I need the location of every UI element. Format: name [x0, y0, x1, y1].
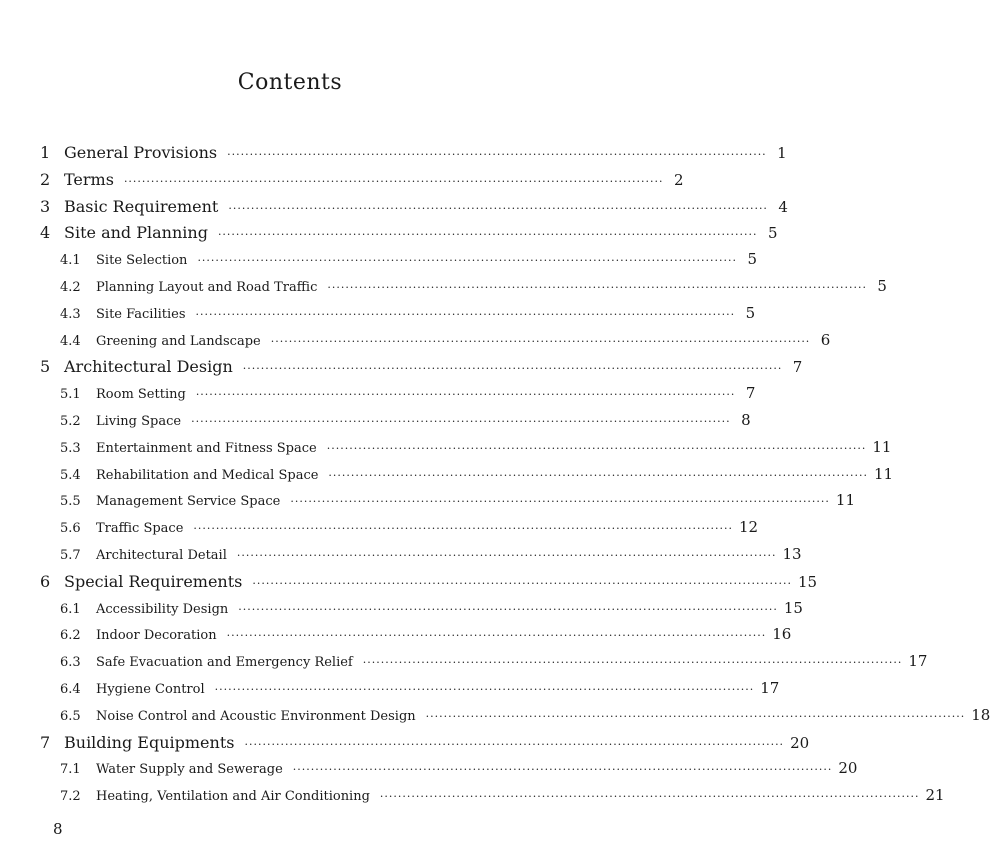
toc-entry-page: 5: [877, 276, 887, 295]
toc-section-entry[interactable]: [40, 491, 856, 518]
toc-entry-label: Hygiene Control: [96, 681, 205, 697]
toc-entry-label: Entertainment and Fitness Space: [96, 440, 317, 456]
toc-entry-number: 6.2: [60, 628, 81, 644]
toc-entry-page: 15: [783, 598, 803, 617]
toc-entry-number: 6.4: [60, 681, 81, 697]
toc-entry-number: 6.3: [60, 655, 81, 671]
toc-dot-leader: ························································································································: [328, 468, 869, 482]
toc-entry-number: 6.5: [60, 708, 81, 724]
toc-chapter-entry[interactable]: [40, 169, 684, 197]
toc-entry-page: 5: [747, 250, 758, 269]
toc-entry-page: 6: [820, 330, 831, 349]
toc-entry-label: Noise Control and Acoustic Environment Design: [96, 708, 416, 724]
toc-entry-number: 5.4: [60, 467, 81, 483]
toc-dot-leader: ························································································································: [214, 682, 755, 696]
toc-entry-number: 4.3: [60, 306, 81, 322]
toc-dot-leader: ························································································································: [362, 656, 903, 670]
toc-dot-leader: ························································································································: [227, 148, 767, 161]
toc-section-entry[interactable]: [40, 652, 928, 679]
toc-entry-page: 2: [673, 170, 684, 189]
toc-entry-label: Indoor Decoration: [96, 628, 217, 644]
toc-section-entry[interactable]: [40, 330, 831, 358]
toc-section-entry[interactable]: [40, 598, 803, 626]
toc-chapter-entry[interactable]: [40, 223, 778, 250]
toc-chapter-entry[interactable]: [40, 143, 787, 170]
toc-entry-page: 16: [772, 625, 792, 644]
toc-entry-number: 5.5: [60, 494, 81, 510]
toc-entry-page: 15: [797, 572, 818, 591]
toc-entry-number: 6: [40, 571, 51, 591]
toc-section-entry[interactable]: [40, 786, 945, 813]
toc-entry-page: 5: [745, 303, 756, 322]
toc-dot-leader: ························································································································: [238, 602, 778, 616]
toc-entry-label: Room Setting: [96, 387, 186, 403]
toc-entry-page: 20: [838, 759, 858, 778]
toc-entry-page: 4: [778, 197, 788, 216]
toc-section-entry[interactable]: [40, 759, 858, 786]
toc-dot-leader: ························································································································: [290, 495, 830, 509]
toc-entry-number: 2: [40, 169, 51, 189]
toc-entry-label: Management Service Space: [96, 494, 281, 510]
toc-entry-number: 5.3: [60, 440, 81, 456]
toc-entry-label: Special Requirements: [64, 571, 243, 591]
toc-dot-leader: ························································································································: [292, 763, 833, 777]
toc-entry-number: 4.1: [60, 253, 81, 269]
toc-entry-label: Rehabilitation and Medical Space: [96, 467, 319, 483]
toc-dot-leader: ························································································································: [193, 522, 733, 536]
toc-entry-page: 7: [745, 384, 756, 403]
toc-entry-page: 17: [760, 678, 780, 697]
toc-dot-leader: ························································································································: [252, 576, 792, 590]
toc-dot-leader: ························································································································: [379, 790, 920, 804]
toc-entry-page: 20: [790, 733, 810, 752]
page-number: 8: [53, 820, 63, 838]
toc-entry-number: 6.1: [60, 601, 81, 617]
toc-section-entry[interactable]: [40, 625, 792, 652]
toc-entry-page: 11: [872, 437, 892, 456]
toc-entry-number: 5.1: [60, 387, 81, 403]
toc-dot-leader: ························································································································: [228, 201, 768, 215]
toc-chapter-entry[interactable]: [40, 357, 803, 384]
toc-entry-label: Architectural Design: [64, 357, 233, 377]
toc-dot-leader: ························································································································: [195, 388, 736, 402]
toc-section-entry[interactable]: [40, 437, 892, 465]
toc-dot-leader: ························································································································: [226, 629, 767, 643]
toc-entry-number: 3: [40, 196, 51, 216]
toc-section-entry[interactable]: [40, 384, 756, 411]
toc-entry-number: 1: [40, 143, 51, 162]
toc-entry-label: Site and Planning: [64, 223, 208, 243]
toc-entry-label: Heating, Ventilation and Air Conditioning: [96, 789, 370, 805]
toc-entry-page: 1: [777, 144, 787, 162]
toc-dot-leader: ························································································································: [191, 414, 731, 428]
toc-section-entry[interactable]: [40, 410, 751, 438]
toc-dot-leader: ························································································································: [327, 280, 867, 294]
toc-section-entry[interactable]: [40, 544, 802, 572]
toc-entry-page: 11: [835, 491, 856, 510]
toc-entry-label: Site Facilities: [96, 306, 186, 322]
toc-dot-leader: ························································································································: [244, 737, 785, 751]
toc-entry-page: 18: [971, 705, 990, 724]
toc-entry-number: 7: [40, 732, 51, 752]
toc-entry-number: 4.2: [60, 279, 81, 295]
toc-entry-number: 7.1: [60, 762, 81, 778]
toc-entry-number: 5.6: [60, 521, 81, 537]
toc-dot-leader: ························································································································: [425, 709, 966, 723]
toc-entry-label: Architectural Detail: [96, 547, 227, 563]
toc-entry-number: 5.7: [60, 547, 81, 563]
toc-entry-label: Accessibility Design: [96, 601, 229, 617]
toc-entry-page: 5: [767, 224, 778, 243]
toc-section-entry[interactable]: [40, 276, 887, 304]
toc-dot-leader: ························································································································: [242, 362, 783, 376]
toc-entry-page: 11: [874, 464, 894, 483]
toc-section-entry[interactable]: [40, 464, 894, 492]
toc-section-entry[interactable]: [40, 678, 780, 706]
page-title: Contents: [237, 70, 343, 95]
toc-entry-label: Safe Evacuation and Emergency Relief: [96, 655, 353, 671]
toc-entry-number: 5: [40, 357, 51, 377]
toc-entry-page: 21: [925, 786, 945, 805]
toc-entry-label: Living Space: [96, 413, 182, 429]
table-of-contents: [40, 143, 990, 813]
toc-dot-leader: ························································································································: [123, 174, 664, 188]
toc-entry-label: Terms: [64, 169, 114, 189]
toc-entry-page: 12: [739, 518, 759, 537]
toc-dot-leader: ························································································································: [326, 441, 867, 455]
toc-entry-label: General Provisions: [64, 143, 218, 162]
toc-entry-number: 7.2: [60, 789, 81, 805]
toc-entry-number: 5.2: [60, 413, 81, 429]
toc-chapter-entry[interactable]: [40, 196, 788, 224]
toc-entry-page: 8: [741, 410, 751, 429]
toc-dot-leader: ························································································································: [236, 548, 777, 562]
toc-entry-label: Greening and Landscape: [96, 333, 261, 349]
toc-section-entry[interactable]: [40, 303, 756, 331]
toc-dot-leader: ························································································································: [270, 334, 811, 348]
toc-entry-label: Traffic Space: [96, 521, 184, 537]
toc-entry-label: Basic Requirement: [64, 196, 219, 216]
toc-entry-page: 13: [782, 544, 802, 563]
toc-entry-label: Planning Layout and Road Traffic: [96, 279, 318, 295]
toc-entry-page: 7: [792, 358, 803, 377]
toc-entry-label: Water Supply and Sewerage: [96, 762, 283, 778]
toc-section-entry[interactable]: [40, 518, 759, 545]
toc-section-entry[interactable]: [40, 705, 990, 733]
toc-entry-label: Site Selection: [96, 253, 188, 269]
toc-dot-leader: ························································································································: [217, 228, 758, 242]
toc-dot-leader: ························································································································: [197, 254, 738, 268]
toc-entry-page: 17: [908, 652, 928, 671]
toc-entry-number: 4: [40, 223, 51, 243]
toc-chapter-entry[interactable]: [40, 571, 818, 599]
toc-section-entry[interactable]: [40, 250, 758, 277]
toc-chapter-entry[interactable]: [40, 732, 810, 760]
toc-entry-number: 4.4: [60, 333, 81, 349]
toc-dot-leader: ························································································································: [195, 307, 736, 321]
toc-entry-label: Building Equipments: [64, 732, 235, 752]
